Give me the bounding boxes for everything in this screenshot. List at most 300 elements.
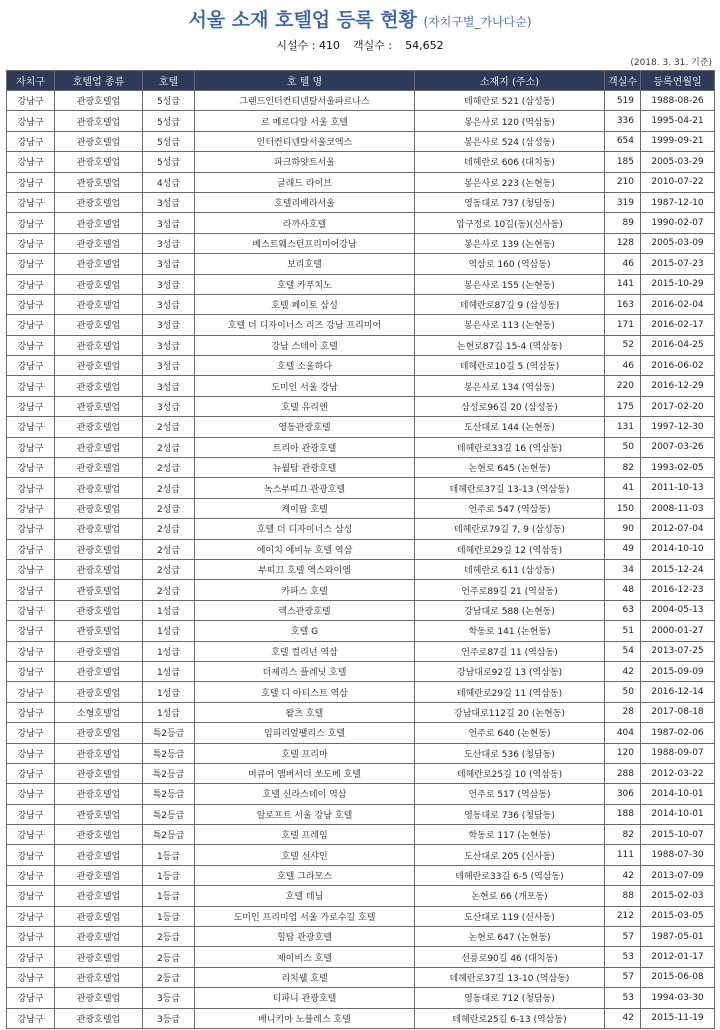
hotel-name-cell: 호텔 컬리넌 역삼 bbox=[195, 641, 415, 661]
rooms-cell: 50 bbox=[605, 682, 641, 702]
rooms-cell: 57 bbox=[605, 967, 641, 987]
district-cell: 강남구 bbox=[7, 682, 55, 702]
address-cell: 논현로 647 (논현동) bbox=[415, 927, 605, 947]
rooms-cell: 52 bbox=[605, 335, 641, 355]
business-type-cell: 관광호텔업 bbox=[55, 396, 143, 416]
business-type-cell: 관광호텔업 bbox=[55, 621, 143, 641]
registration-date-cell: 2015-03-05 bbox=[641, 906, 715, 926]
address-cell: 도산대로 205 (신사동) bbox=[415, 845, 605, 865]
page-title bbox=[0, 0, 720, 36]
address-cell: 테헤란로 521 (삼성동) bbox=[415, 91, 605, 111]
address-cell: 테헤란로79길 7, 9 (삼성동) bbox=[415, 519, 605, 539]
table-row bbox=[7, 376, 715, 396]
registration-date-cell: 1995-04-21 bbox=[641, 111, 715, 131]
district-cell: 강남구 bbox=[7, 600, 55, 620]
district-cell: 강남구 bbox=[7, 274, 55, 294]
business-type-cell: 관광호텔업 bbox=[55, 233, 143, 253]
rooms-cell: 42 bbox=[605, 1008, 641, 1028]
rooms-cell: 654 bbox=[605, 131, 641, 151]
hotel-name-cell: 글래드 라이브 bbox=[195, 172, 415, 192]
hotel-name-cell: 호텔 더 디자이너스 삼성 bbox=[195, 519, 415, 539]
grade-cell: 2성급 bbox=[143, 539, 195, 559]
hotel-name-cell: 영동관광호텔 bbox=[195, 417, 415, 437]
table-row bbox=[7, 131, 715, 151]
registration-date-cell: 2008-11-03 bbox=[641, 498, 715, 518]
registration-date-cell: 2010-07-22 bbox=[641, 172, 715, 192]
hotel-name-cell: 호텔 선샤인 bbox=[195, 845, 415, 865]
hotel-table bbox=[6, 70, 715, 1029]
business-type-cell: 관광호텔업 bbox=[55, 927, 143, 947]
grade-cell: 특2등급 bbox=[143, 743, 195, 763]
hotel-name-cell: 베스트웨스턴프리미어강남 bbox=[195, 233, 415, 253]
registration-date-cell: 2004-05-13 bbox=[641, 600, 715, 620]
registration-date-cell: 1990-02-07 bbox=[641, 213, 715, 233]
rooms-header: 객실수 bbox=[605, 71, 641, 91]
grade-cell: 1등급 bbox=[143, 886, 195, 906]
district-cell: 강남구 bbox=[7, 437, 55, 457]
grade-header: 호텔 bbox=[143, 71, 195, 91]
registration-date-cell: 2015-12-24 bbox=[641, 559, 715, 579]
hotel-name-cell: 도미인 서울 강남 bbox=[195, 376, 415, 396]
address-cell: 테헤란로37길 13-10 (역삼동) bbox=[415, 967, 605, 987]
district-cell: 강남구 bbox=[7, 804, 55, 824]
address-cell: 테헤란로37길 13-13 (역삼동) bbox=[415, 478, 605, 498]
rooms-cell: 212 bbox=[605, 906, 641, 926]
grade-cell: 2성급 bbox=[143, 417, 195, 437]
table-row bbox=[7, 396, 715, 416]
district-cell: 강남구 bbox=[7, 845, 55, 865]
address-cell: 테헤란로 606 (대치동) bbox=[415, 152, 605, 172]
district-cell: 강남구 bbox=[7, 417, 55, 437]
rooms-cell: 50 bbox=[605, 437, 641, 457]
grade-cell: 2등급 bbox=[143, 947, 195, 967]
table-row bbox=[7, 865, 715, 885]
hotel-name-cell: 카파스 호텔 bbox=[195, 580, 415, 600]
district-cell: 강남구 bbox=[7, 886, 55, 906]
grade-cell: 1등급 bbox=[143, 906, 195, 926]
registration-date-cell: 2016-04-25 bbox=[641, 335, 715, 355]
registration-date-cell: 2016-12-14 bbox=[641, 682, 715, 702]
district-cell: 강남구 bbox=[7, 967, 55, 987]
business-type-cell: 관광호텔업 bbox=[55, 784, 143, 804]
hotel-name-cell: 르 메르디앙 서울 호텔 bbox=[195, 111, 415, 131]
table-row bbox=[7, 600, 715, 620]
grade-cell: 2성급 bbox=[143, 437, 195, 457]
table-row bbox=[7, 886, 715, 906]
business-type-cell: 관광호텔업 bbox=[55, 111, 143, 131]
district-cell: 강남구 bbox=[7, 131, 55, 151]
grade-cell: 3성급 bbox=[143, 396, 195, 416]
business-type-cell: 관광호텔업 bbox=[55, 356, 143, 376]
hotel-name-cell: 호텔 신라스테이 역삼 bbox=[195, 784, 415, 804]
business-type-cell: 관광호텔업 bbox=[55, 988, 143, 1008]
table-row bbox=[7, 458, 715, 478]
registration-date-cell: 2015-06-08 bbox=[641, 967, 715, 987]
title-text: 서울 소재 호텔업 등록 현황 bbox=[188, 9, 417, 31]
grade-cell: 2등급 bbox=[143, 927, 195, 947]
grade-cell: 5성급 bbox=[143, 131, 195, 151]
district-cell: 강남구 bbox=[7, 458, 55, 478]
address-cell: 논현로 66 (개포동) bbox=[415, 886, 605, 906]
hotel-name-cell: 호텔 G bbox=[195, 621, 415, 641]
grade-cell: 1성급 bbox=[143, 600, 195, 620]
registration-date-cell: 2016-02-04 bbox=[641, 294, 715, 314]
address-cell: 도산대로 119 (신사동) bbox=[415, 906, 605, 926]
hotel-name-cell: 베니키아 노블레스 호텔 bbox=[195, 1008, 415, 1028]
registration-date-cell: 2005-03-09 bbox=[641, 233, 715, 253]
grade-cell: 3성급 bbox=[143, 274, 195, 294]
address-cell: 봉은사로 223 (논현동) bbox=[415, 172, 605, 192]
hotel-name-cell: 호텔 더 디자이너스 리즈 강남 프리미어 bbox=[195, 315, 415, 335]
registration-date-cell: 2017-08-18 bbox=[641, 702, 715, 722]
grade-cell: 3등급 bbox=[143, 988, 195, 1008]
rooms-cell: 188 bbox=[605, 804, 641, 824]
hotel-name-cell: 녹스부띠끄 관광호텔 bbox=[195, 478, 415, 498]
business-type-cell: 관광호텔업 bbox=[55, 192, 143, 212]
table-row bbox=[7, 661, 715, 681]
hotel-name-cell: 리치웰 호텔 bbox=[195, 967, 415, 987]
business-type-cell: 관광호텔업 bbox=[55, 91, 143, 111]
table-row bbox=[7, 641, 715, 661]
district-cell: 강남구 bbox=[7, 580, 55, 600]
district-cell: 강남구 bbox=[7, 192, 55, 212]
grade-cell: 1성급 bbox=[143, 661, 195, 681]
rooms-cell: 53 bbox=[605, 988, 641, 1008]
district-cell: 강남구 bbox=[7, 906, 55, 926]
table-row bbox=[7, 152, 715, 172]
rooms-cell: 34 bbox=[605, 559, 641, 579]
business-type-cell: 관광호텔업 bbox=[55, 723, 143, 743]
rooms-cell: 51 bbox=[605, 621, 641, 641]
rooms-cell: 519 bbox=[605, 91, 641, 111]
registration-date-cell: 2014-10-01 bbox=[641, 804, 715, 824]
registration-date-cell: 1997-12-30 bbox=[641, 417, 715, 437]
rooms-cell: 57 bbox=[605, 927, 641, 947]
rooms-cell: 131 bbox=[605, 417, 641, 437]
district-cell: 강남구 bbox=[7, 559, 55, 579]
rooms-label: 객실수 : bbox=[352, 39, 393, 52]
table-row bbox=[7, 91, 715, 111]
table-row bbox=[7, 172, 715, 192]
table-row bbox=[7, 233, 715, 253]
address-cell: 테헤란로33길 16 (역삼동) bbox=[415, 437, 605, 457]
table-row bbox=[7, 356, 715, 376]
table-row bbox=[7, 274, 715, 294]
rooms-cell: 82 bbox=[605, 458, 641, 478]
rooms-cell: 46 bbox=[605, 356, 641, 376]
district-cell: 강남구 bbox=[7, 1008, 55, 1028]
address-cell: 강남대로 588 (논현동) bbox=[415, 600, 605, 620]
table-body bbox=[7, 91, 715, 1029]
grade-cell: 3성급 bbox=[143, 335, 195, 355]
district-cell: 강남구 bbox=[7, 152, 55, 172]
registration-date-cell: 2015-10-29 bbox=[641, 274, 715, 294]
hotel-name-cell: 더제리스 플레닛 호텔 bbox=[195, 661, 415, 681]
rooms-cell: 88 bbox=[605, 886, 641, 906]
rooms-cell: 42 bbox=[605, 661, 641, 681]
business-type-cell: 관광호텔업 bbox=[55, 580, 143, 600]
address-cell: 테헤란로29길 12 (역삼동) bbox=[415, 539, 605, 559]
rooms-cell: 54 bbox=[605, 641, 641, 661]
grade-cell: 특2등급 bbox=[143, 825, 195, 845]
rooms-cell: 210 bbox=[605, 172, 641, 192]
address-cell: 도산대로 536 (청담동) bbox=[415, 743, 605, 763]
address-cell: 삼성로96길 20 (삼성동) bbox=[415, 396, 605, 416]
address-cell: 도산대로 144 (논현동) bbox=[415, 417, 605, 437]
table-row bbox=[7, 763, 715, 783]
grade-cell: 2성급 bbox=[143, 559, 195, 579]
registration-date-cell: 1993-02-05 bbox=[641, 458, 715, 478]
district-cell: 강남구 bbox=[7, 661, 55, 681]
hotel-name-cell: 알로프트 서울 강남 호텔 bbox=[195, 804, 415, 824]
grade-cell: 3성급 bbox=[143, 192, 195, 212]
business-type-header: 호텔업 종류 bbox=[55, 71, 143, 91]
district-cell: 강남구 bbox=[7, 335, 55, 355]
grade-cell: 2성급 bbox=[143, 519, 195, 539]
registration-date-cell: 2014-10-01 bbox=[641, 784, 715, 804]
table-row bbox=[7, 702, 715, 722]
rooms-cell: 53 bbox=[605, 947, 641, 967]
registration-date-cell: 2007-03-26 bbox=[641, 437, 715, 457]
address-cell: 언주로 547 (역삼동) bbox=[415, 498, 605, 518]
address-cell: 봉은사로 134 (역삼동) bbox=[415, 376, 605, 396]
address-cell: 언주로89길 21 (역삼동) bbox=[415, 580, 605, 600]
rooms-cell: 175 bbox=[605, 396, 641, 416]
registration-date-cell: 2014-10-10 bbox=[641, 539, 715, 559]
grade-cell: 2성급 bbox=[143, 580, 195, 600]
district-cell: 강남구 bbox=[7, 519, 55, 539]
grade-cell: 2성급 bbox=[143, 478, 195, 498]
address-cell: 봉은사로 120 (역삼동) bbox=[415, 111, 605, 131]
business-type-cell: 관광호텔업 bbox=[55, 213, 143, 233]
grade-cell: 4성급 bbox=[143, 172, 195, 192]
address-header: 소재지 (주소) bbox=[415, 71, 605, 91]
district-cell: 강남구 bbox=[7, 784, 55, 804]
table-row bbox=[7, 315, 715, 335]
hotel-name-cell: 호텔 소울하다 bbox=[195, 356, 415, 376]
district-cell: 강남구 bbox=[7, 213, 55, 233]
business-type-cell: 관광호텔업 bbox=[55, 315, 143, 335]
table-row bbox=[7, 294, 715, 314]
address-cell: 강남대로112길 20 (논현동) bbox=[415, 702, 605, 722]
table-row bbox=[7, 988, 715, 1008]
business-type-cell: 관광호텔업 bbox=[55, 478, 143, 498]
business-type-cell: 관광호텔업 bbox=[55, 294, 143, 314]
business-type-cell: 관광호텔업 bbox=[55, 825, 143, 845]
grade-cell: 3성급 bbox=[143, 254, 195, 274]
hotel-name-cell: 호텔 페이토 삼성 bbox=[195, 294, 415, 314]
table-row bbox=[7, 192, 715, 212]
business-type-cell: 관광호텔업 bbox=[55, 519, 143, 539]
address-cell: 테헤란로87길 9 (삼성동) bbox=[415, 294, 605, 314]
address-cell: 논현로 645 (논현동) bbox=[415, 458, 605, 478]
rooms-cell: 336 bbox=[605, 111, 641, 131]
address-cell: 봉은사로 139 (논현동) bbox=[415, 233, 605, 253]
hotel-name-cell: 보리호텔 bbox=[195, 254, 415, 274]
rooms-cell: 49 bbox=[605, 539, 641, 559]
business-type-cell: 관광호텔업 bbox=[55, 1008, 143, 1028]
district-cell: 강남구 bbox=[7, 702, 55, 722]
grade-cell: 3성급 bbox=[143, 356, 195, 376]
registration-date-cell: 1988-08-26 bbox=[641, 91, 715, 111]
business-type-cell: 관광호텔업 bbox=[55, 845, 143, 865]
hotel-name-cell: 호텔 데님 bbox=[195, 886, 415, 906]
district-cell: 강남구 bbox=[7, 947, 55, 967]
district-cell: 강남구 bbox=[7, 988, 55, 1008]
rooms-cell: 120 bbox=[605, 743, 641, 763]
registration-date-cell: 1988-09-07 bbox=[641, 743, 715, 763]
hotel-name-cell: 제이비스 호텔 bbox=[195, 947, 415, 967]
grade-cell: 5성급 bbox=[143, 91, 195, 111]
rooms-cell: 42 bbox=[605, 865, 641, 885]
table-row bbox=[7, 519, 715, 539]
registration-date-cell: 2015-02-03 bbox=[641, 886, 715, 906]
registration-date-cell: 2011-10-13 bbox=[641, 478, 715, 498]
business-type-cell: 관광호텔업 bbox=[55, 172, 143, 192]
rooms-cell: 163 bbox=[605, 294, 641, 314]
table-row bbox=[7, 845, 715, 865]
business-type-cell: 관광호텔업 bbox=[55, 335, 143, 355]
business-type-cell: 관광호텔업 bbox=[55, 152, 143, 172]
business-type-cell: 관광호텔업 bbox=[55, 743, 143, 763]
district-cell: 강남구 bbox=[7, 91, 55, 111]
registration-date-cell: 1987-05-01 bbox=[641, 927, 715, 947]
table-row bbox=[7, 927, 715, 947]
grade-cell: 3성급 bbox=[143, 315, 195, 335]
grade-cell: 3성급 bbox=[143, 294, 195, 314]
grade-cell: 1등급 bbox=[143, 845, 195, 865]
address-cell: 영동대로 736 (청담동) bbox=[415, 804, 605, 824]
hotel-name-cell: 호텔 그라모스 bbox=[195, 865, 415, 885]
registration-date-cell: 2016-12-29 bbox=[641, 376, 715, 396]
table-header-row bbox=[7, 71, 715, 91]
table-row bbox=[7, 559, 715, 579]
rooms-cell: 111 bbox=[605, 845, 641, 865]
hotel-name-cell: 호텔 카푸치노 bbox=[195, 274, 415, 294]
grade-cell: 특2등급 bbox=[143, 763, 195, 783]
business-type-cell: 관광호텔업 bbox=[55, 682, 143, 702]
grade-cell: 3성급 bbox=[143, 233, 195, 253]
business-type-cell: 관광호텔업 bbox=[55, 437, 143, 457]
address-cell: 테헤란로 611 (삼성동) bbox=[415, 559, 605, 579]
rooms-cell: 288 bbox=[605, 763, 641, 783]
registration-date-cell: 1999-09-21 bbox=[641, 131, 715, 151]
hotel-name-cell: 왈츠 호텔 bbox=[195, 702, 415, 722]
business-type-cell: 관광호텔업 bbox=[55, 865, 143, 885]
registration-date-cell: 2015-09-09 bbox=[641, 661, 715, 681]
table-row bbox=[7, 213, 715, 233]
table-row bbox=[7, 906, 715, 926]
grade-cell: 1성급 bbox=[143, 641, 195, 661]
hotel-name-cell: 에이치 에비뉴 호텔 역삼 bbox=[195, 539, 415, 559]
hotel-name-cell: 호텔 유리앤 bbox=[195, 396, 415, 416]
business-type-cell: 관광호텔업 bbox=[55, 763, 143, 783]
registration-date-cell: 2016-02-17 bbox=[641, 315, 715, 335]
rooms-count: 54,652 bbox=[405, 39, 444, 52]
hotel-name-cell: 케이팝 호텔 bbox=[195, 498, 415, 518]
rooms-cell: 90 bbox=[605, 519, 641, 539]
registration-date-cell: 2000-01-27 bbox=[641, 621, 715, 641]
table-row bbox=[7, 621, 715, 641]
table-row bbox=[7, 539, 715, 559]
hotel-name-cell: 그랜드인터컨티넨탈서울파르나스 bbox=[195, 91, 415, 111]
table-row bbox=[7, 804, 715, 824]
grade-cell: 3등급 bbox=[143, 1008, 195, 1028]
district-cell: 강남구 bbox=[7, 825, 55, 845]
rooms-cell: 28 bbox=[605, 702, 641, 722]
business-type-cell: 관광호텔업 bbox=[55, 376, 143, 396]
grade-cell: 1성급 bbox=[143, 702, 195, 722]
table-row bbox=[7, 825, 715, 845]
hotel-name-cell: 티파니 관광호텔 bbox=[195, 988, 415, 1008]
grade-cell: 1성급 bbox=[143, 621, 195, 641]
grade-cell: 3성급 bbox=[143, 213, 195, 233]
address-cell: 영동대로 737 (청담동) bbox=[415, 192, 605, 212]
title-subtitle: (자치구별_가나다순) bbox=[423, 15, 532, 29]
registration-date-cell: 2013-07-25 bbox=[641, 641, 715, 661]
address-cell: 언주로87길 11 (역삼동) bbox=[415, 641, 605, 661]
summary-line bbox=[0, 36, 720, 56]
registration-date-cell: 2012-07-04 bbox=[641, 519, 715, 539]
address-cell: 언주로 640 (논현동) bbox=[415, 723, 605, 743]
grade-cell: 특2등급 bbox=[143, 784, 195, 804]
business-type-cell: 소형호텔업 bbox=[55, 702, 143, 722]
district-cell: 강남구 bbox=[7, 927, 55, 947]
business-type-cell: 관광호텔업 bbox=[55, 641, 143, 661]
table-row bbox=[7, 947, 715, 967]
grade-cell: 특2등급 bbox=[143, 723, 195, 743]
business-type-cell: 관광호텔업 bbox=[55, 559, 143, 579]
table-row bbox=[7, 1008, 715, 1028]
district-cell: 강남구 bbox=[7, 254, 55, 274]
registration-date-cell: 1988-07-30 bbox=[641, 845, 715, 865]
hotel-name-cell: 호텔 프레임 bbox=[195, 825, 415, 845]
district-cell: 강남구 bbox=[7, 498, 55, 518]
table-row bbox=[7, 335, 715, 355]
address-cell: 봉은사로 113 (논현동) bbox=[415, 315, 605, 335]
registration-date-cell: 2015-07-23 bbox=[641, 254, 715, 274]
registration-date-cell: 2012-01-17 bbox=[641, 947, 715, 967]
table-row bbox=[7, 682, 715, 702]
rooms-cell: 306 bbox=[605, 784, 641, 804]
address-cell: 학동로 117 (논현동) bbox=[415, 825, 605, 845]
address-cell: 테헤란로33길 6-5 (역삼동) bbox=[415, 865, 605, 885]
table-row bbox=[7, 437, 715, 457]
district-cell: 강남구 bbox=[7, 723, 55, 743]
district-cell: 강남구 bbox=[7, 356, 55, 376]
rooms-cell: 46 bbox=[605, 254, 641, 274]
address-cell: 선릉로90길 46 (대치동) bbox=[415, 947, 605, 967]
rooms-cell: 404 bbox=[605, 723, 641, 743]
grade-cell: 특2등급 bbox=[143, 804, 195, 824]
table-row bbox=[7, 784, 715, 804]
grade-cell: 3성급 bbox=[143, 376, 195, 396]
grade-cell: 5성급 bbox=[143, 111, 195, 131]
business-type-cell: 관광호텔업 bbox=[55, 886, 143, 906]
address-cell: 역삼로 160 (역삼동) bbox=[415, 254, 605, 274]
district-cell: 강남구 bbox=[7, 743, 55, 763]
registration-date-cell: 2013-07-09 bbox=[641, 865, 715, 885]
address-cell: 테헤란로29길 11 (역삼동) bbox=[415, 682, 605, 702]
business-type-cell: 관광호텔업 bbox=[55, 947, 143, 967]
grade-cell: 1등급 bbox=[143, 865, 195, 885]
district-cell: 강남구 bbox=[7, 478, 55, 498]
hotel-name-cell: 임피리얼팰리스 호텔 bbox=[195, 723, 415, 743]
address-cell: 테헤란로10길 5 (역삼동) bbox=[415, 356, 605, 376]
table-row bbox=[7, 478, 715, 498]
district-cell: 강남구 bbox=[7, 315, 55, 335]
business-type-cell: 관광호텔업 bbox=[55, 906, 143, 926]
